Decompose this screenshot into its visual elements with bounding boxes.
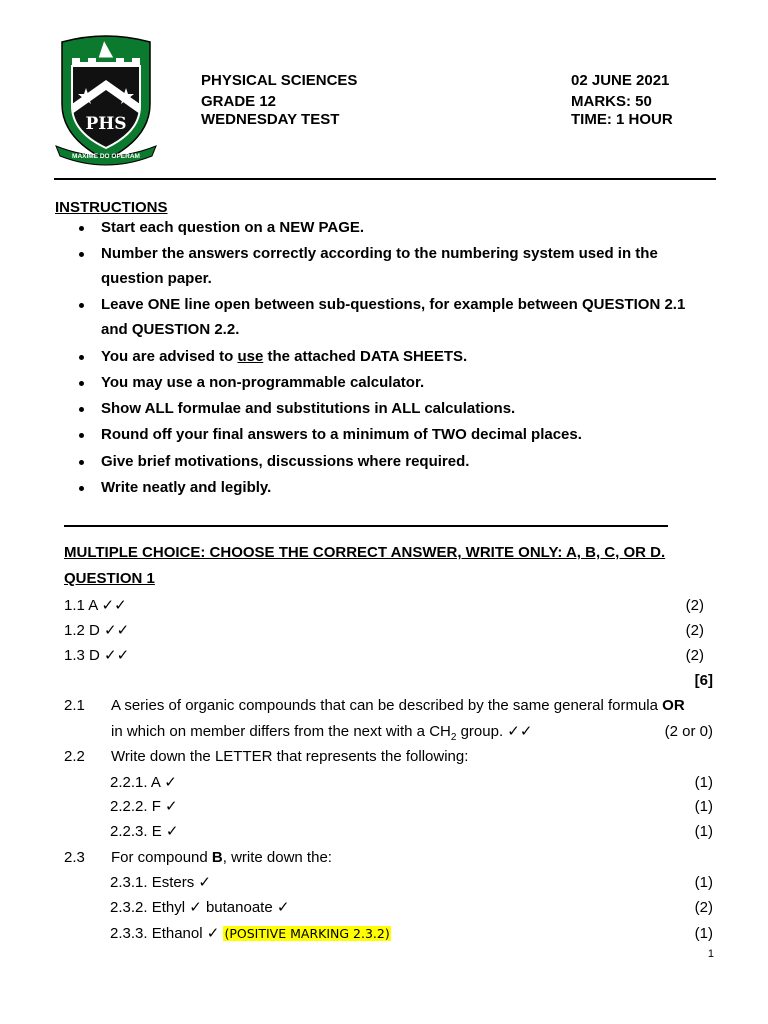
question-2-3-text: For compound B, write down the: (111, 849, 332, 866)
sub-answer-marks: (1) (694, 925, 713, 942)
sub-answer-marks: (1) (694, 798, 713, 815)
instruction-item: You are advised to use the attached DATA SHEETS. (101, 348, 468, 365)
question-1-heading: QUESTION 1 (64, 570, 155, 587)
instruction-item: Give brief motivations, discussions where required. (101, 453, 470, 470)
answer-2-1-line-1: A series of organic compounds that can be described by the same general formula OR (111, 697, 685, 714)
header-divider (54, 178, 716, 180)
sub-answer-label: 2.3.1. Esters ✓ (110, 874, 211, 891)
sub-answer-marks: (1) (694, 774, 713, 791)
bullet-icon (79, 303, 84, 308)
answer-row-label: 1.3 D ✓✓ (64, 647, 130, 664)
test-date: 02 JUNE 2021 (571, 72, 670, 89)
instruction-item: Start each question on a NEW PAGE. (101, 219, 365, 236)
answer-row-label: 1.1 A ✓✓ (64, 597, 127, 614)
crest-monogram: PHS (85, 114, 127, 134)
bullet-icon (79, 252, 84, 257)
sub-answer-marks: (2) (694, 899, 713, 916)
bullet-icon (79, 460, 84, 465)
instruction-item-cont: and QUESTION 2.2. (101, 321, 240, 338)
instruction-item-cont: question paper. (101, 270, 212, 287)
instruction-item: Write neatly and legibly. (101, 479, 272, 496)
test-label: WEDNESDAY TEST (201, 111, 340, 128)
instruction-item: Number the answers correctly according to the numbering system used in the (101, 245, 658, 262)
answer-row-marks: (2) (685, 647, 704, 664)
answer-row-marks: (2) (685, 622, 704, 639)
instruction-item: You may use a non-programmable calculator. (101, 374, 425, 391)
question-1-total: [6] (694, 672, 713, 689)
sub-answer-label: 2.2.2. F ✓ (110, 798, 178, 815)
sub-answer-label: 2.2.1. A ✓ (110, 774, 177, 791)
school-crest-logo (52, 34, 160, 168)
sub-answer-label: 2.3.3. Ethanol ✓ (POSITIVE MARKING 2.3.2) (110, 925, 390, 942)
bullet-icon (79, 381, 84, 386)
multiple-choice-heading: MULTIPLE CHOICE: CHOOSE THE CORRECT ANSWER, WRITE ONLY: A, B, C, OR D. (64, 544, 666, 561)
sub-answer-label: 2.3.2. Ethyl ✓ butanoate ✓ (110, 899, 290, 916)
sub-answer-marks: (1) (694, 874, 713, 891)
section-divider (64, 525, 668, 527)
question-2-2-text: Write down the LETTER that represents the following: (111, 748, 469, 765)
grade-label: GRADE 12 (201, 93, 277, 110)
instruction-item: Leave ONE line open between sub-questions, for example between QUESTION 2.1 (101, 296, 686, 313)
page-number: 1 (707, 948, 714, 960)
positive-marking-highlight: (POSITIVE MARKING 2.3.2) (224, 926, 390, 941)
answer-2-1-marks: (2 or 0) (664, 723, 713, 740)
bullet-icon (79, 226, 84, 231)
answer-row-marks: (2) (685, 597, 704, 614)
subject-title: PHYSICAL SCIENCES (201, 72, 358, 89)
instruction-item: Round off your final answers to a minimum of TWO decimal places. (101, 426, 582, 443)
question-number: 2.3 (64, 849, 85, 866)
question-number: 2.1 (64, 697, 85, 714)
crest-motto: MAXIME DO OPERAM (72, 153, 140, 160)
bullet-icon (79, 407, 84, 412)
bullet-icon (79, 486, 84, 491)
answer-row-label: 1.2 D ✓✓ (64, 622, 130, 639)
marks-total: MARKS: 50 (571, 93, 652, 110)
answer-2-1-line-2: in which on member differs from the next with a $CH_2$ group. ✓✓ (111, 723, 533, 743)
bullet-icon (79, 355, 84, 360)
instructions-heading: INSTRUCTIONS (55, 199, 168, 216)
instruction-item: Show ALL formulae and substitutions in ALL calculations. (101, 400, 516, 417)
time-allowed: TIME: 1 HOUR (571, 111, 673, 128)
bullet-icon (79, 433, 84, 438)
sub-answer-marks: (1) (694, 823, 713, 840)
sub-answer-label: 2.2.3. E ✓ (110, 823, 179, 840)
question-number: 2.2 (64, 748, 85, 765)
